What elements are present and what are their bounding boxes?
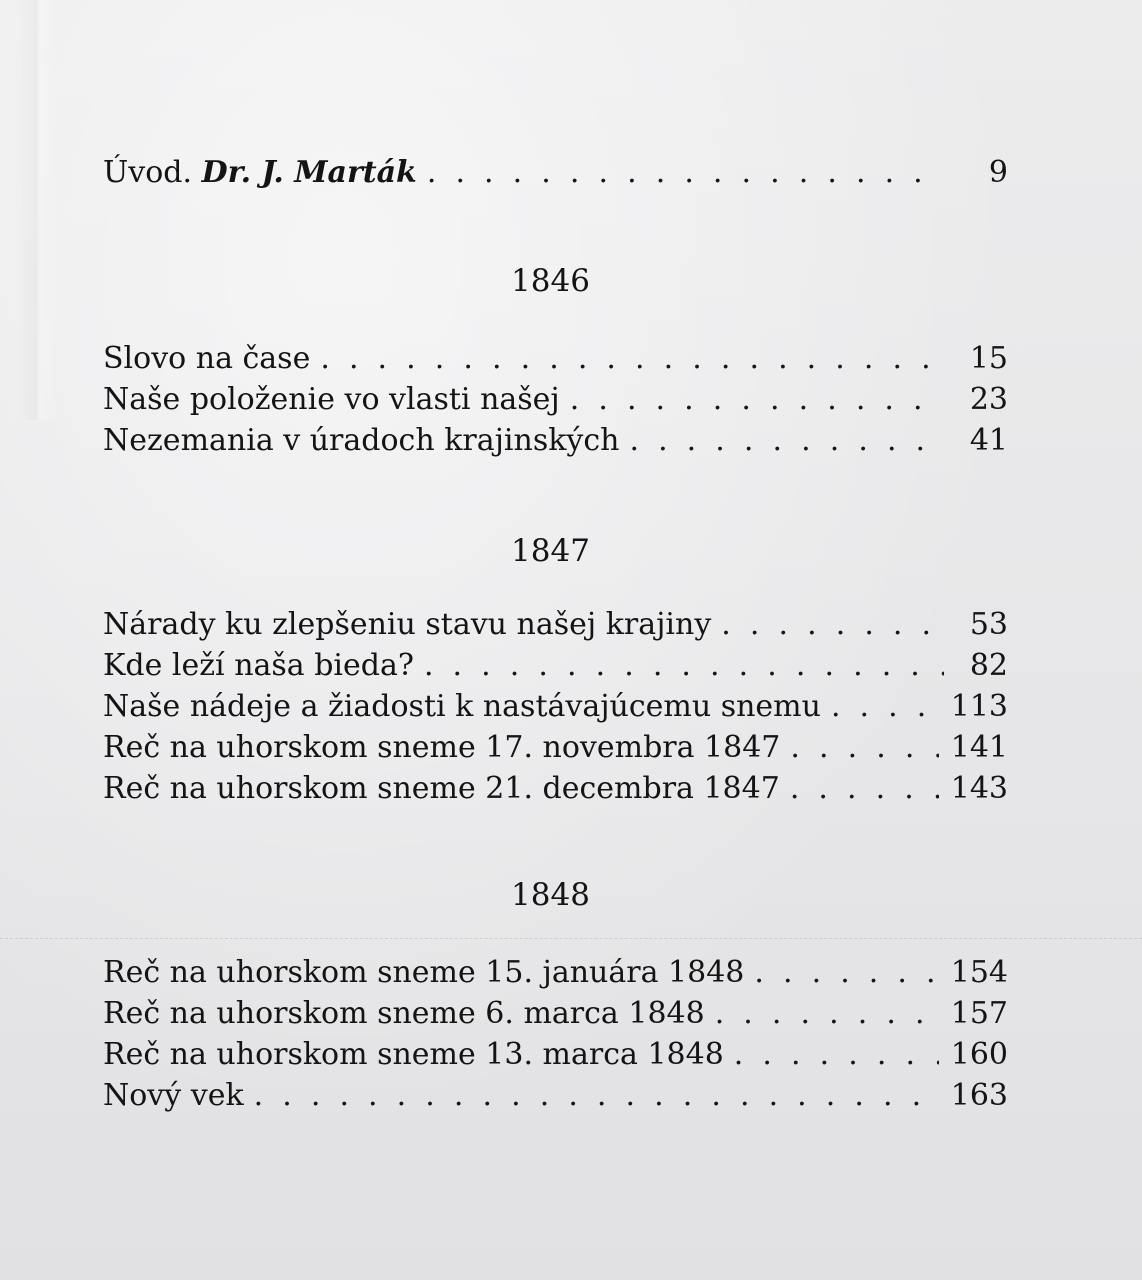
toc-entry-page: 53 [969, 607, 1008, 642]
toc-entry-title: Naše položenie vo vlasti našej [103, 382, 560, 417]
intro-author: Dr. J. Marták [201, 155, 417, 190]
section-heading-1848: 1848 [511, 877, 590, 913]
dot-leader [254, 1075, 939, 1116]
spacer [103, 809, 1008, 875]
dot-leader [831, 686, 939, 727]
dot-leader [734, 1034, 939, 1075]
toc-entry [103, 420, 1008, 461]
toc-entry-page: 15 [969, 341, 1008, 376]
toc-entry [103, 952, 1008, 993]
toc-entry-title: Naše nádeje a žiadosti k nastávajúcemu snemu [103, 689, 821, 724]
toc-entry-page: 113 [950, 689, 1008, 724]
toc-entry-title: Nárady ku zlepšeniu stavu našej krajiny [103, 607, 712, 642]
toc-entry-title: Nový vek [103, 1078, 244, 1113]
dot-leader [790, 768, 939, 809]
table-of-contents [103, 152, 1008, 1116]
toc-entry-title: Reč na uhorskom sneme 13. marca 1848 [103, 1037, 724, 1072]
toc-entry [103, 338, 1008, 379]
dot-leader [320, 338, 944, 379]
toc-entry-page: 160 [950, 1037, 1008, 1072]
dot-leader [721, 604, 944, 645]
toc-entry [103, 379, 1008, 420]
toc-entry-page: 23 [969, 382, 1008, 417]
toc-entry-title: Reč na uhorskom sneme 6. marca 1848 [103, 996, 705, 1031]
toc-entry [103, 1034, 1008, 1075]
toc-entry [103, 993, 1008, 1034]
toc-entry-title: Reč na uhorskom sneme 17. novembra 1847 [103, 730, 781, 765]
dot-leader [715, 993, 939, 1034]
dot-leader [427, 152, 944, 193]
toc-entry [103, 727, 1008, 768]
toc-entry-title: Reč na uhorskom sneme 21. decembra 1847 [103, 771, 780, 806]
toc-entry-page: 41 [969, 423, 1008, 458]
dot-leader [790, 727, 938, 768]
toc-entry-title: Nezemania v úradoch krajinských [103, 423, 620, 458]
section-heading-1847: 1847 [511, 533, 590, 569]
toc-entry-page: 157 [950, 996, 1008, 1031]
spacer [103, 572, 1008, 604]
dot-leader [570, 379, 944, 420]
toc-entry-intro [103, 152, 1008, 193]
section-heading-1846: 1846 [511, 263, 590, 299]
spacer [103, 193, 1008, 261]
spacer [103, 461, 1008, 531]
toc-entry-page: 154 [950, 955, 1008, 990]
toc-entry-page: 82 [969, 648, 1008, 683]
toc-entry-page: 9 [988, 155, 1008, 190]
toc-entry-title: Reč na uhorskom sneme 15. januára 1848 [103, 955, 745, 990]
toc-entry-title [103, 152, 417, 193]
dot-leader [629, 420, 944, 461]
dot-leader [754, 952, 938, 993]
toc-entry-page: 163 [950, 1078, 1008, 1113]
spacer [103, 302, 1008, 338]
toc-entry [103, 645, 1008, 686]
toc-entry-page: 141 [950, 730, 1008, 765]
toc-entry [103, 768, 1008, 809]
paper-crease [18, 0, 58, 420]
toc-entry [103, 1075, 1008, 1116]
toc-entry-title: Kde leží naša bieda? [103, 648, 414, 683]
toc-entry-title: Slovo na čase [103, 341, 311, 376]
spacer [103, 916, 1008, 952]
intro-label: Úvod. [103, 155, 193, 190]
toc-entry-page: 143 [950, 771, 1008, 806]
dot-leader [424, 645, 944, 686]
toc-entry [103, 686, 1008, 727]
toc-entry [103, 604, 1008, 645]
